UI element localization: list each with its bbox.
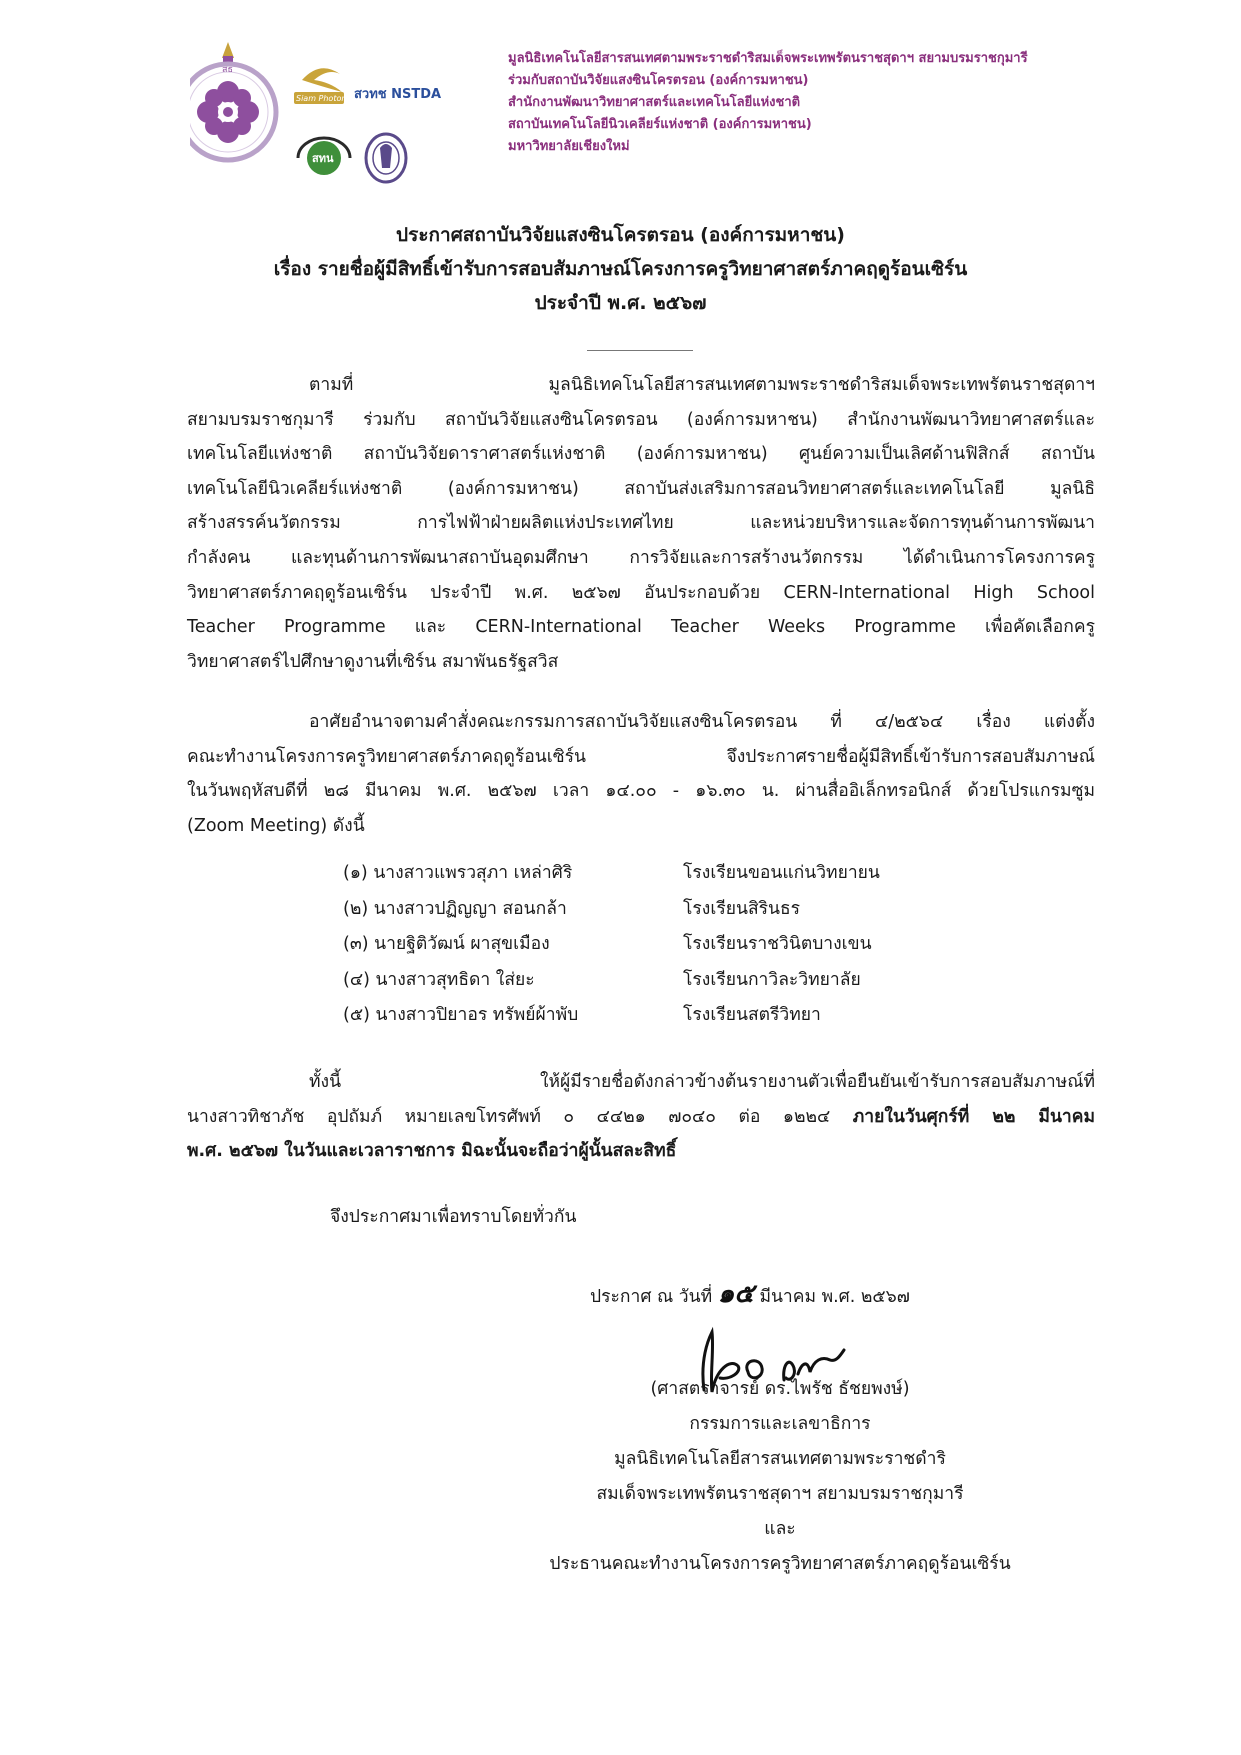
paragraph-2 xyxy=(187,705,1095,843)
cmu-logo xyxy=(366,134,406,182)
signatory-block xyxy=(480,1372,1080,1582)
nstda-text: สวทช NSTDA xyxy=(354,87,442,102)
signer-position: มูลนิธิเทคโนโลยีสารสนเทศตามพระราชดำริ xyxy=(614,1449,946,1469)
title-divider xyxy=(587,350,693,351)
organization-line: ร่วมกับสถาบันวิจัยแสงซินโครตรอน (องค์การมหาชน) xyxy=(508,73,809,88)
logo-group xyxy=(190,40,480,190)
paragraph-line xyxy=(187,1100,1095,1135)
paragraph-line: วิทยาศาสตร์ไปศึกษาดูงานที่เซิร์น สมาพันธรัฐสวิส xyxy=(187,651,559,672)
signer-position: และ xyxy=(764,1519,796,1539)
deadline-continuation: พ.ศ. ๒๕๖๗ ในวันและเวลาราชการ มิฉะนั้นจะถือว่าผู้นั้นสละสิทธิ์ xyxy=(187,1141,677,1162)
candidate-name: (๕) นางสาวปิยาอร ทรัพย์ผ้าพับ xyxy=(343,1005,579,1025)
list-item xyxy=(343,858,943,894)
paragraph-line: Teacher Programme และ CERN-International Teacher Weeks Programme เพื่อคัดเลือกครู xyxy=(187,617,1095,638)
paragraph-line: วิทยาศาสตร์ภาคฤดูร้อนเซิร์น ประจำปี พ.ศ. ๒๕๖๗ อันประกอบด้วย CERN-International High School xyxy=(187,582,1095,603)
paragraph-line: ตามที่ มูลนิธิเทคโนโลยีสารสนเทศตามพระราชดำริสมเด็จพระเทพรัตนราชสุดาฯ xyxy=(309,375,1095,395)
title-line-1: ประกาศสถาบันวิจัยแสงซินโครตรอน (องค์การมหาชน) xyxy=(396,224,845,246)
candidate-school: โรงเรียนขอนแก่นวิทยายน xyxy=(683,863,880,883)
signer-position: สมเด็จพระเทพรัตนราชสุดาฯ สยามบรมราชกุมารี xyxy=(596,1484,964,1504)
title-line-2: เรื่อง รายชื่อผู้มีสิทธิ์เข้ารับการสอบสัมภาษณ์โครงการครูวิทยาศาสตร์ภาคฤดูร้อนเซิร์น xyxy=(273,258,968,280)
title-line-3: ประจำปี พ.ศ. ๒๕๖๗ xyxy=(534,292,707,314)
paragraph-line: สยามบรมราชกุมารี ร่วมกับ สถาบันวิจัยแสงซินโครตรอน (องค์การมหาชน) สำนักงานพัฒนาวิทยาศาสตร์และ xyxy=(187,409,1095,430)
list-item xyxy=(343,894,943,930)
paragraph-line: ทั้งนี้ ให้ผู้มีรายชื่อดังกล่าวข้างต้นรายงานตัวเพื่อยืนยันเข้ารับการสอบสัมภาษณ์ที่ xyxy=(309,1072,1095,1092)
candidate-name: (๓) นายฐิติวัฒน์ ผาสุขเมือง xyxy=(343,934,550,954)
princess-sirindhorn-foundation-seal xyxy=(190,42,276,160)
organization-line: สถาบันเทคโนโลยีนิวเคลียร์แห่งชาติ (องค์การมหาชน) xyxy=(508,117,812,132)
signer-position: กรรมการและเลขาธิการ xyxy=(689,1414,871,1434)
announcement-title xyxy=(0,218,1241,320)
paragraph-line: กำลังคน และทุนด้านการพัฒนาสถาบันอุดมศึกษา การวิจัยและการสร้างนวัตกรรม ได้ดำเนินการโครงการครู xyxy=(187,547,1095,568)
list-item xyxy=(343,929,943,965)
candidate-name: (๔) นางสาวสุทธิดา ใส่ยะ xyxy=(343,969,535,990)
candidate-school: โรงเรียนราชวินิตบางเขน xyxy=(683,934,872,954)
paragraph-line: สร้างสรรค์นวัตกรรม การไฟฟ้าฝ่ายผลิตแห่งประเทศไทย และหน่วยบริหารและจัดการทุนด้านการพัฒนา xyxy=(187,513,1095,534)
list-item xyxy=(343,1000,943,1036)
partner-logos xyxy=(190,40,480,190)
signer-position: ประธานคณะทำงานโครงการครูวิทยาศาสตร์ภาคฤดูร้อนเซิร์น xyxy=(549,1554,1011,1574)
paragraph-line: เทคโนโลยีนิวเคลียร์แห่งชาติ (องค์การมหาชน) สถาบันส่งเสริมการสอนวิทยาศาสตร์และเทคโนโลยี มูลนิธิ xyxy=(187,478,1095,499)
candidate-list xyxy=(343,858,943,1036)
signer-name: (ศาสตราจารย์ ดร.ไพรัช ธัชยพงษ์) xyxy=(650,1379,910,1399)
deadline-text: ภายในวันศุกร์ที่ ๒๒ มีนาคม xyxy=(852,1106,1095,1127)
siam-photon-logo xyxy=(294,68,346,104)
candidate-school: โรงเรียนสิรินธร xyxy=(683,898,801,919)
paragraph-1 xyxy=(187,368,1095,679)
contact-text: นางสาวทิชาภัช อุปถัมภ์ หมายเลขโทรศัพท์ ๐ ๔๔๒๑ ๗๐๔๐ ต่อ ๑๒๒๔ xyxy=(187,1106,853,1127)
date-day-handwritten: ๑๕ xyxy=(717,1279,754,1309)
date-prefix: ประกาศ ณ วันที่ xyxy=(590,1287,718,1307)
announcement-date xyxy=(590,1273,910,1314)
paragraph-3 xyxy=(187,1065,1095,1169)
list-item xyxy=(343,965,943,1001)
organization-line: มหาวิทยาลัยเชียงใหม่ xyxy=(508,139,630,154)
candidate-name: (๑) นางสาวแพรวสุภา เหล่าศิริ xyxy=(343,863,573,883)
candidate-name: (๒) นางสาวปฏิญญา สอนกล้า xyxy=(343,898,567,919)
paragraph-line: เทคโนโลยีแห่งชาติ สถาบันวิจัยดาราศาสตร์แห่งชาติ (องค์การมหาชน) ศูนย์ความเป็นเลิศด้านฟิสิกส์ สถาบัน xyxy=(187,444,1095,465)
closing-statement: จึงประกาศมาเพื่อทราบโดยทั่วกัน xyxy=(330,1207,577,1227)
tint-logo xyxy=(298,138,350,175)
candidate-school: โรงเรียนกาวิละวิทยาลัย xyxy=(683,969,861,990)
nstda-logo xyxy=(354,87,441,102)
paragraph-line: ในวันพฤหัสบดีที่ ๒๘ มีนาคม พ.ศ. ๒๕๖๗ เวลา ๑๔.๐๐ - ๑๖.๓๐ น. ผ่านสื่ออิเล็กทรอนิกส์ ด้วยโปรแกรมซูม xyxy=(187,781,1095,802)
siam-photon-text: Siam Photon xyxy=(296,94,347,103)
organization-line: มูลนิธิเทคโนโลยีสารสนเทศตามพระราชดำริสมเด็จพระเทพรัตนราชสุดาฯ สยามบรมราชกุมารี xyxy=(508,51,1028,66)
paragraph-line: คณะทำงานโครงการครูวิทยาศาสตร์ภาคฤดูร้อนเซิร์น จึงประกาศรายชื่อผู้มีสิทธิ์เข้ารับการสอบสัมภาษณ์ xyxy=(187,746,1095,767)
organization-line: สำนักงานพัฒนาวิทยาศาสตร์และเทคโนโลยีแห่งชาติ xyxy=(508,95,801,110)
organization-list xyxy=(508,48,1128,158)
candidate-school: โรงเรียนสตรีวิทยา xyxy=(683,1005,821,1025)
seal-text: สธ xyxy=(222,65,233,75)
paragraph-line: อาศัยอำนาจตามคำสั่งคณะกรรมการสถาบันวิจัยแสงซินโครตรอน ที่ ๔/๒๕๖๔ เรื่อง แต่งตั้ง xyxy=(309,712,1095,732)
date-suffix: มีนาคม พ.ศ. ๒๕๖๗ xyxy=(753,1287,910,1307)
paragraph-line: (Zoom Meeting) ดังนี้ xyxy=(187,815,365,836)
tint-text: สทน xyxy=(312,152,334,165)
